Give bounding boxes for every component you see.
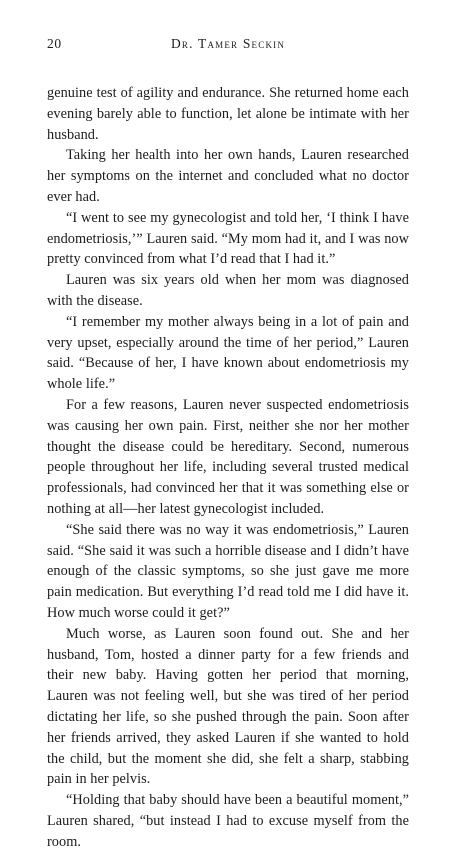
paragraph: genuine test of agility and endurance. She returned home each evening barely able to function, let alone be intimate with her husband. <box>47 85 409 143</box>
paragraph: Taking her health into her own hands, Lauren researched her symptoms on the internet and concluded what no doctor ever had. <box>47 147 409 205</box>
paragraph: For a few reasons, Lauren never suspected endometriosis was causing her own pain. First, neither she nor her mother thought the disease could be hereditary. Second, numerous people throughout her life, including several trusted medical professionals, had convinced her that it was something else or nothing at all—her latest gynecologist included. <box>47 396 409 517</box>
paragraph: Lauren was six years old when her mom was diagnosed with the disease. <box>47 272 409 309</box>
paragraph: Much worse, as Lauren soon found out. She and her husband, Tom, hosted a dinner party for a few friends and their new baby. Having gotten her period that morning, Lauren was not feeling well, but she was tired of her period dictating her life, so she pushed through the pain. Soon after her friends arrived, they asked Lauren if she wanted to hold the child, but the moment she did, she felt a sharp, stabbing pain in her pelvis. <box>47 625 409 788</box>
page-number: 20 <box>47 36 62 51</box>
running-head-author: Dr. Tamer Seckin <box>170 36 286 51</box>
paragraph: “She said there was no way it was endometriosis,” Lauren said. “She said it was such a horrible disease and I didn’t have enough of the classic symptoms, so she just gave me more pain medication. But everything I’d read told me I did have it. How much worse could it get?” <box>47 521 409 621</box>
body-text <box>47 83 409 852</box>
paragraph: “Holding that baby should have been a beautiful moment,” Lauren shared, “but instead I had to excuse myself from the room. <box>47 792 409 850</box>
paragraph: “I went to see my gynecologist and told her, ‘I think I have endometriosis,’” Lauren said. “My mom had it, and I was now pretty convinced from what I’d read that I had it.” <box>47 209 409 268</box>
paragraph: “I remember my mother always being in a lot of pain and very upset, especially around the time of her period,” Lauren said. “Because of her, I have known about endometriosis my whole life.” <box>47 313 409 393</box>
running-head <box>47 36 409 54</box>
